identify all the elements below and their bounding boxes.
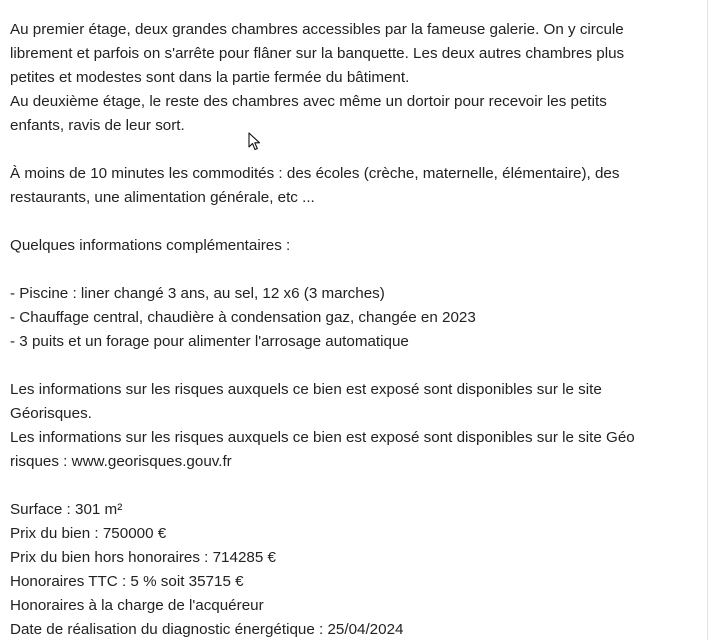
description-line: restaurants, une alimentation générale, etc ...	[10, 189, 315, 206]
risk-info-line: Les informations sur les risques auxquels ce bien est exposé sont disponibles sur le site Géo	[10, 429, 635, 446]
blank-line	[10, 258, 700, 282]
surface-line: Surface : 301 m²	[10, 501, 123, 518]
fees-line: Honoraires TTC : 5 % soit 35715 €	[10, 573, 244, 590]
description-line: Au deuxième étage, le reste des chambres avec même un dortoir pour recevoir les petits	[10, 93, 607, 110]
price-line: Prix du bien : 750000 €	[10, 525, 167, 542]
description-line: librement et parfois on s'arrête pour flâner sur la banquette. Les deux autres chambres plus	[10, 45, 625, 62]
description-line: Au premier étage, deux grandes chambres accessibles par la fameuse galerie. On y circule	[10, 21, 624, 38]
blank-line	[10, 138, 700, 162]
description-line: petites et modestes sont dans la partie fermée du bâtiment.	[10, 69, 410, 86]
mouse-pointer-icon	[248, 132, 262, 152]
feature-item: - 3 puits et un forage pour alimenter l'arrosage automatique	[10, 333, 409, 350]
fees-payer-line: Honoraires à la charge de l'acquéreur	[10, 597, 264, 614]
blank-line	[10, 354, 700, 378]
risk-info-line: Les informations sur les risques auxquels ce bien est exposé sont disponibles sur le site	[10, 381, 602, 398]
price-excl-fees-line: Prix du bien hors honoraires : 714285 €	[10, 549, 276, 566]
feature-item: - Chauffage central, chaudière à condensation gaz, changée en 2023	[10, 309, 476, 326]
listing-description	[10, 18, 700, 642]
risk-info-line: Géorisques.	[10, 405, 92, 422]
blank-line	[10, 474, 700, 498]
blank-line	[10, 210, 700, 234]
feature-item: - Piscine : liner changé 3 ans, au sel, 12 x6 (3 marches)	[10, 285, 385, 302]
description-line: Quelques informations complémentaires :	[10, 237, 291, 254]
risk-info-line: risques : www.georisques.gouv.fr	[10, 453, 232, 470]
description-line: enfants, ravis de leur sort.	[10, 117, 185, 134]
energy-diagnostic-date-line: Date de réalisation du diagnostic énergétique : 25/04/2024	[10, 621, 404, 638]
description-line: À moins de 10 minutes les commodités : des écoles (crèche, maternelle, élémentaire), des	[10, 165, 620, 182]
